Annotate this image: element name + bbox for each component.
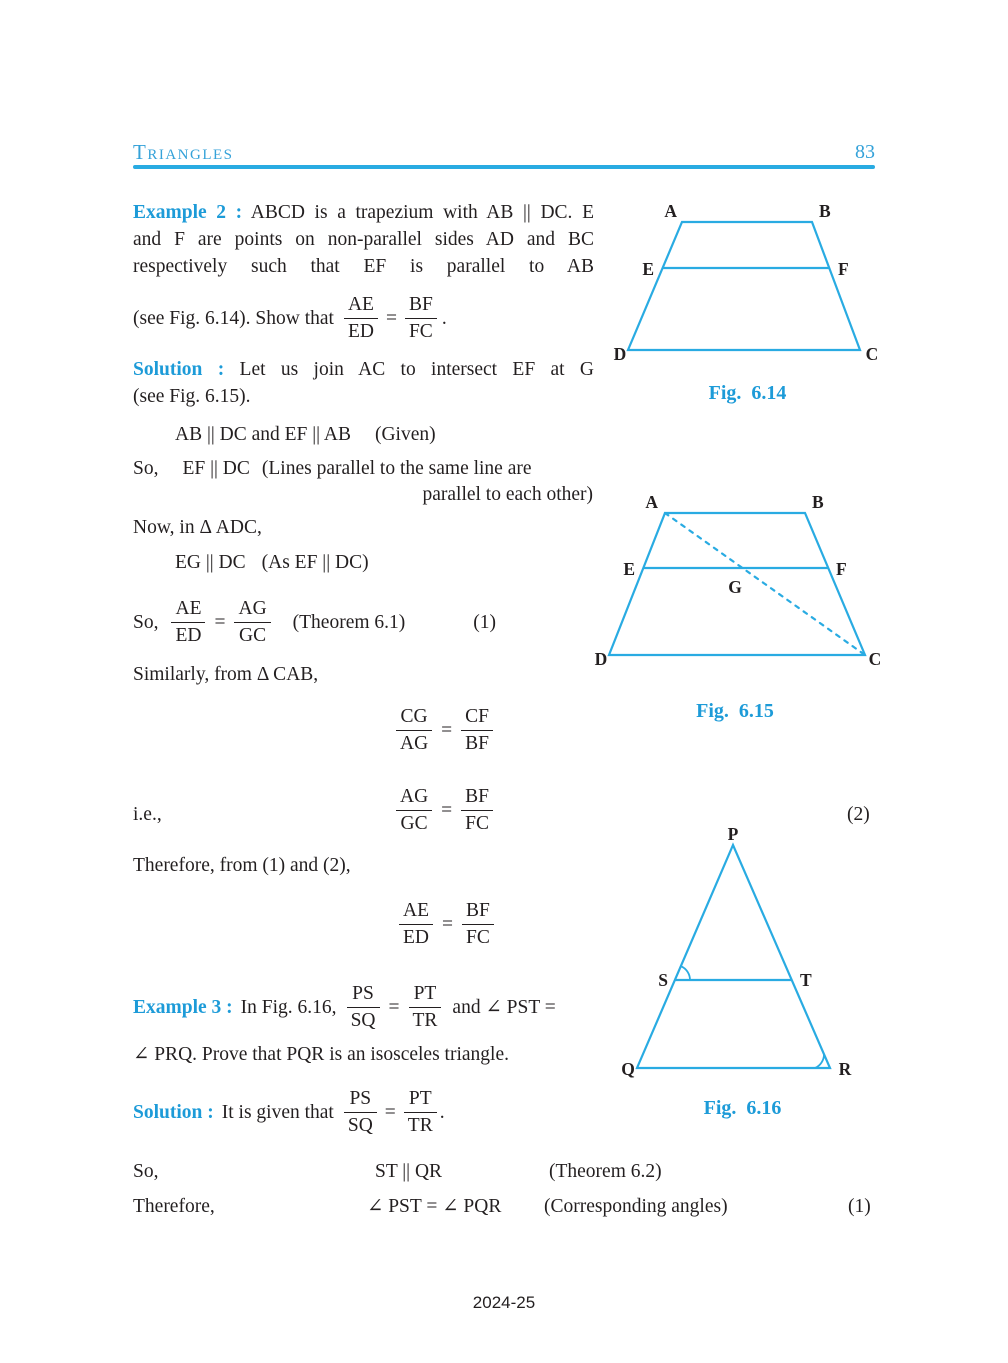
equation-number-1: (1): [473, 611, 497, 633]
equation-final: [399, 900, 494, 949]
fig-6-16-drawing: [610, 824, 875, 1079]
session-footer: 2024-25: [472, 1293, 536, 1312]
solution3-row: [133, 1088, 445, 1137]
fraction-cf-bf: $\frac{CF}{BF}$: [461, 706, 493, 755]
fraction-ps-sq: $\frac{PS}{SQ}$: [344, 1088, 377, 1137]
sentence-period: .: [439, 1101, 445, 1123]
theorem-prefix: So,: [133, 611, 159, 633]
vertex-label-q: Q: [621, 1059, 635, 1079]
example3-mid: and ∠ PST =: [452, 996, 556, 1018]
therefore3-prefix: Therefore,: [133, 1196, 215, 1217]
fraction-ps-sq: $\frac{PS}{SQ}$: [347, 983, 380, 1032]
fraction-bf-fc: $\frac{BF}{FC}$: [462, 900, 494, 949]
fraction-pt-tr: $\frac{PT}{TR}$: [409, 983, 442, 1032]
figure-6-16: [610, 824, 875, 1123]
example2-line1: [133, 199, 594, 226]
figure-6-15: [585, 492, 885, 727]
so-prefix: So,: [133, 458, 159, 479]
eg-row: [175, 549, 369, 576]
vertex-label-e: E: [642, 259, 654, 279]
vertex-label-a: A: [645, 492, 658, 512]
so-reason-line1: (Lines parallel to the same line are: [261, 458, 532, 479]
equals-sign: =: [441, 799, 453, 821]
so-math: EF || DC: [182, 458, 250, 479]
therefore3-math: ∠ PST = ∠ PQR: [367, 1196, 502, 1217]
vertex-label-c: C: [865, 344, 879, 364]
therefore-from-line: Therefore, from (1) and (2),: [133, 855, 351, 876]
vertex-label-b: B: [819, 201, 831, 221]
point-label-s: S: [658, 970, 668, 990]
example3-label: Example 3 :: [133, 996, 233, 1018]
fraction-ae-ed: $\frac{AE}{ED}$: [399, 900, 433, 949]
solution2-label: Solution :: [133, 359, 225, 380]
solution2-line1-text: Let us join AC to intersect EF at G: [239, 359, 595, 380]
fraction-ag-gc: $\frac{AG}{GC}$: [396, 786, 432, 835]
sentence-period: .: [441, 307, 447, 329]
vertex-label-p: P: [727, 824, 739, 844]
vertex-label-e: E: [623, 559, 635, 579]
equals-sign: =: [384, 1101, 396, 1123]
equation-cg-ag: [396, 706, 493, 755]
fig-6-15-drawing: [585, 492, 885, 669]
example3-row: [133, 983, 556, 1032]
angle-arc-r: [815, 1054, 824, 1068]
given-reason: (Given): [374, 424, 436, 445]
now-in-adc: Now, in Δ ADC,: [133, 517, 262, 538]
point-label-t: T: [800, 970, 812, 990]
given-row: [175, 421, 436, 448]
solution3-prefix: It is given that: [221, 1101, 334, 1123]
solution2-line1: [133, 356, 594, 383]
fig-6-16-caption: Fig. 6.16: [703, 1097, 782, 1119]
therefore3-reason: (Corresponding angles): [544, 1196, 728, 1217]
equals-sign: =: [385, 307, 397, 329]
theorem-reason: (Theorem 6.1): [292, 611, 406, 633]
fig-6-14-caption: Fig. 6.14: [708, 382, 787, 404]
equation-number-2: (2): [847, 804, 870, 825]
example2-line2: and F are points on non-parallel sides AD and BC: [133, 229, 594, 250]
vertex-label-a: A: [664, 201, 677, 221]
equals-sign: =: [388, 996, 400, 1018]
header-rule: [133, 165, 875, 169]
so3-reason: (Theorem 6.2): [549, 1161, 662, 1182]
eg-reason: (As EF || DC): [261, 552, 369, 573]
theorem-row: [133, 598, 496, 647]
example2-show-prefix: (see Fig. 6.14). Show that: [133, 307, 334, 329]
so-ef-row: [133, 455, 532, 482]
figure-6-14: [605, 197, 890, 412]
example2-line1-text: ABCD is a trapezium with AB || DC. E: [250, 202, 594, 223]
fig-6-14-trapezium: [628, 222, 860, 350]
so3-prefix: So,: [133, 1161, 159, 1182]
solution2-paragraph: [133, 356, 594, 410]
example2-line3: respectively such that EF is parallel to AB: [133, 256, 594, 277]
angle-arc-s: [681, 966, 690, 980]
fig-6-15-caption: Fig. 6.15: [696, 700, 774, 722]
so3-math: ST || QR: [375, 1161, 443, 1182]
equation-number-1-bottom: (1): [848, 1196, 871, 1217]
fig-6-14-drawing: [605, 197, 890, 367]
given-math: AB || DC and EF || AB: [175, 424, 351, 445]
vertex-label-b: B: [812, 492, 824, 512]
example2-paragraph: [133, 199, 594, 280]
ie-prefix: i.e.,: [133, 804, 162, 825]
example3-line2: ∠ PRQ. Prove that PQR is an isosceles triangle.: [133, 1044, 509, 1065]
vertex-label-d: D: [594, 649, 608, 669]
fraction-cg-ag: $\frac{CG}{AG}$: [396, 706, 432, 755]
vertex-label-f: F: [836, 559, 847, 579]
equation-ag-gc: [396, 786, 493, 835]
vertex-label-r: R: [838, 1059, 852, 1079]
eg-math: EG || DC: [175, 552, 246, 573]
page-title: Triangles: [133, 140, 234, 164]
point-label-g: G: [728, 577, 742, 597]
equals-sign: =: [442, 913, 453, 935]
fraction-ag-gc: $\frac{AG}{GC}$: [234, 598, 270, 647]
equals-sign: =: [441, 719, 453, 741]
equals-sign: =: [214, 611, 226, 633]
solution3-label: Solution :: [133, 1101, 214, 1123]
fraction-bf-fc: $\frac{BF}{FC}$: [405, 294, 437, 343]
example2-show-row: [133, 294, 447, 343]
vertex-label-f: F: [838, 259, 849, 279]
fraction-pt-tr: $\frac{PT}{TR}$: [404, 1088, 437, 1137]
fraction-ae-ed: $\frac{AE}{ED}$: [171, 598, 205, 647]
similarly-line: Similarly, from Δ CAB,: [133, 664, 319, 685]
fig-6-16-triangle: [637, 845, 830, 1068]
vertex-label-d: D: [613, 344, 627, 364]
fraction-ae-ed: $\frac{AE}{ED}$: [344, 294, 378, 343]
example2-label: Example 2 :: [133, 202, 243, 223]
solution2-line2: (see Fig. 6.15).: [133, 386, 251, 407]
example3-prefix: In Fig. 6.16,: [240, 996, 337, 1018]
fraction-bf-fc: $\frac{BF}{FC}$: [461, 786, 493, 835]
so-reason-line2: parallel to each other): [422, 484, 593, 505]
vertex-label-c: C: [868, 649, 882, 669]
page-number: 83: [855, 141, 875, 163]
